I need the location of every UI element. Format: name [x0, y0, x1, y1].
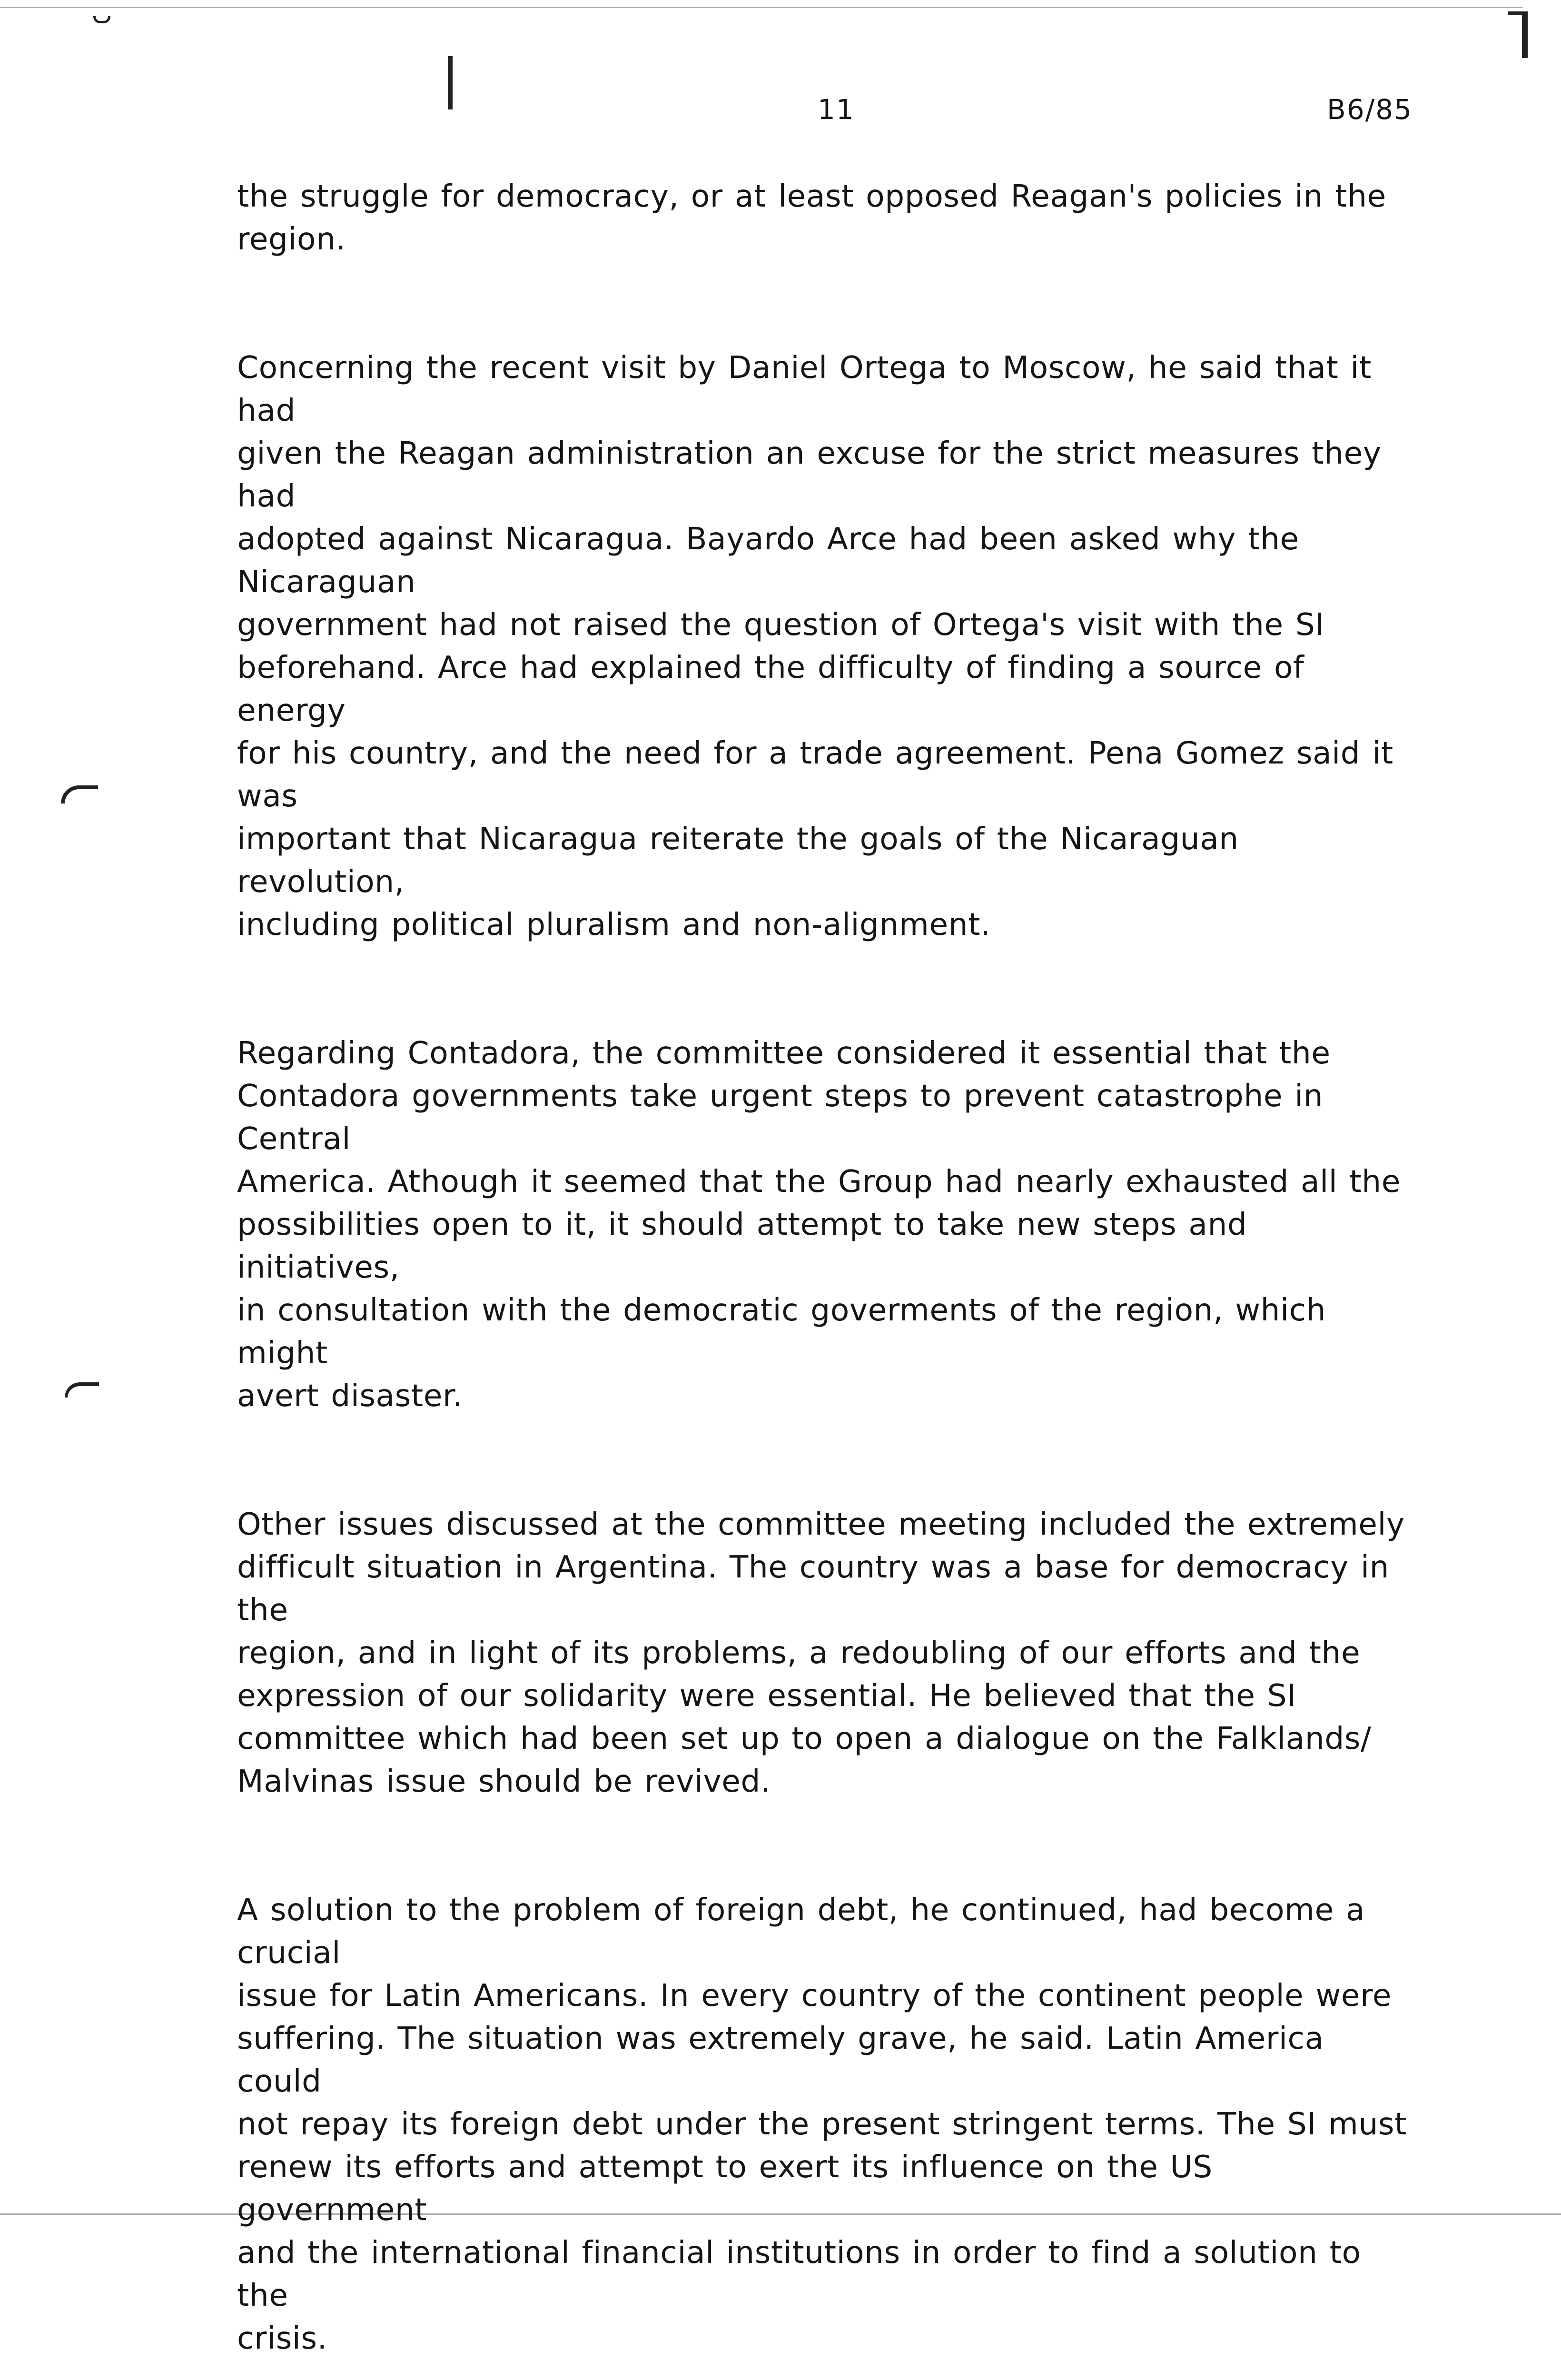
text-line: including political pluralism and non-alignment.	[237, 907, 991, 942]
scan-mark-top-right	[1522, 11, 1528, 58]
text-line: issue for Latin Americans. In every country of the continent people were	[237, 1978, 1392, 2013]
document-reference: B6/85	[1327, 93, 1413, 126]
text-line: difficult situation in Argentina. The country was a base for democracy in the	[237, 1549, 1390, 1628]
text-line: Malvinas issue should be revived.	[237, 1764, 771, 1799]
hole-punch-mark-lower	[65, 1382, 99, 1398]
text-line: beforehand. Arce had explained the difficulty of finding a source of energy	[237, 650, 1304, 728]
text-line: for his country, and the need for a trade agreement. Pena Gomez said it was	[237, 735, 1393, 814]
text-line: region, and in light of its problems, a redoubling of our efforts and the	[237, 1635, 1361, 1671]
paragraph-struggle	[237, 175, 1413, 261]
text-line: crisis.	[237, 2320, 327, 2356]
text-line: Other issues discussed at the committee meeting included the extremely	[237, 1507, 1405, 1542]
hole-punch-mark-upper	[61, 785, 98, 803]
scan-mark-top-center	[448, 56, 453, 109]
text-line: and the international financial institutions in order to find a solution to the	[237, 2235, 1361, 2313]
text-line: government had not raised the question of Ortega's visit with the SI	[237, 607, 1325, 643]
text-line: suffering. The situation was extremely grave, he said. Latin America could	[237, 2021, 1324, 2099]
text-line: renew its efforts and attempt to exert its influence on the US government	[237, 2149, 1213, 2228]
paragraph-contadora	[237, 1032, 1413, 1418]
text-line: given the Reagan administration an excuse for the strict measures they had	[237, 436, 1382, 514]
paragraph-foreign-debt	[237, 1889, 1413, 2360]
text-line: possibilities open to it, it should attempt to take new steps and initiatives,	[237, 1207, 1247, 1285]
text-line: expression of our solidarity were essential. He believed that the SI	[237, 1678, 1296, 1714]
document-body	[237, 175, 1413, 2380]
text-line: Concerning the recent visit by Daniel Ortega to Moscow, he said that it had	[237, 350, 1372, 428]
text-line: not repay its foreign debt under the present stringent terms. The SI must	[237, 2106, 1407, 2142]
page-number: 11	[818, 93, 855, 126]
text-line: avert disaster.	[237, 1378, 463, 1414]
scan-edge-top	[0, 7, 1523, 8]
text-line: Regarding Contadora, the committee considered it essential that the	[237, 1035, 1331, 1071]
scan-mark-top-right-cap	[1508, 11, 1528, 15]
text-line: A solution to the problem of foreign debt, he continued, had become a crucial	[237, 1892, 1365, 1971]
text-line: important that Nicaragua reiterate the goals of the Nicaraguan revolution,	[237, 821, 1239, 900]
text-line: region.	[237, 221, 346, 257]
paragraph-ortega-visit	[237, 347, 1413, 946]
text-line: committee which had been set up to open a dialogue on the Falklands/	[237, 1721, 1372, 1756]
text-line: adopted against Nicaragua. Bayardo Arce had been asked why the Nicaraguan	[237, 521, 1299, 600]
text-line: Contadora governments take urgent steps to prevent catastrophe in Central	[237, 1078, 1324, 1157]
paragraph-argentina	[237, 1503, 1413, 1803]
text-line: America. Athough it seemed that the Group had nearly exhausted all the	[237, 1164, 1401, 1200]
text-line: the struggle for democracy, or at least opposed Reagan's policies in the	[237, 178, 1386, 214]
scan-mark-top-left	[93, 16, 110, 23]
text-line: in consultation with the democratic goverments of the region, which might	[237, 1292, 1326, 1371]
